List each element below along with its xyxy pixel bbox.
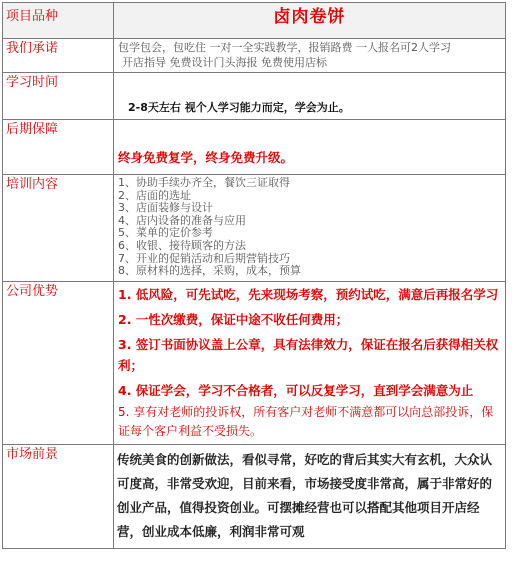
- promise-cell: [114, 39, 506, 73]
- label-promise: 我们承诺: [3, 39, 114, 73]
- training-item: 7、开业的促销活动和后期营销技巧: [118, 251, 290, 265]
- label-guarantee: 后期保障: [3, 120, 114, 175]
- promise-line-1: 包学包会，包吃住 一对一全实践教学，报销路费 一人报名可2人学习: [118, 41, 451, 54]
- training-item: 5、菜单的定价参考: [118, 226, 213, 240]
- training-item: 6、收银、接待顾客的方法: [118, 238, 246, 252]
- row-training: [3, 175, 506, 282]
- row-promise: [3, 39, 506, 73]
- label-training: 培训内容: [3, 175, 114, 282]
- training-list: [114, 175, 505, 281]
- training-item: 2、店面的选址: [118, 188, 191, 202]
- study-time-text: 2-8天左右 视个人学习能力而定，学会为止。: [114, 73, 506, 120]
- info-table: [2, 2, 506, 549]
- advantage-item: 2. 一性次缴费，保证中途不收任何费用；: [118, 311, 349, 327]
- advantage-item: 1. 低风险，可先试吃，先来现场考察，预约试吃，满意后再报名学习: [118, 286, 499, 302]
- guarantee-text: 终身免费复学，终身免费升级。: [114, 120, 506, 175]
- advantages-cell: [114, 281, 506, 444]
- row-study-time: [3, 73, 506, 120]
- label-advantages: 公司优势: [3, 281, 114, 444]
- training-cell: [114, 175, 506, 282]
- training-item: 3、店面装修与设计: [118, 201, 213, 215]
- training-item: 8、原材料的选择，采购，成本，预算: [118, 264, 301, 278]
- project-title: 卤肉卷饼: [114, 3, 506, 39]
- training-item: 4、店内设备的准备与应用: [118, 213, 246, 227]
- advantage-item: 3. 签订书面协议盖上公章，具有法律效力，保证在报名后获得相关权利；: [118, 336, 499, 373]
- row-market: [3, 444, 506, 548]
- label-study-time: 学习时间: [3, 73, 114, 120]
- promise-line-2: 开店指导 免费设计门头海报 免费使用店标: [122, 56, 327, 69]
- advantage-item: 4. 保证学会，学习不合格者，可以反复学习，直到学会满意为止: [118, 382, 474, 398]
- market-text: 传统美食的创新做法，看似寻常，好吃的背后其实大有玄机，大众认可度高，非常受欢迎，目前来看，市场接受度非常高，属于非常好的创业产品，值得投资创业。可摆摊经营也可以搭配其他项目开店经营，创业成本低廉，利润非常可观: [114, 444, 506, 548]
- advantage-item: 5. 享有对老师的投诉权，所有客户对老师不满意都可以向总部投诉，保证每个客户利益不受损失。: [118, 404, 494, 438]
- row-advantages: [3, 281, 506, 444]
- row-guarantee: [3, 120, 506, 175]
- label-project: 项目品种: [3, 3, 114, 39]
- label-market: 市场前景: [3, 444, 114, 548]
- row-project: [3, 3, 506, 39]
- training-item: 1、协助手续办齐全，餐饮三证取得: [118, 176, 290, 189]
